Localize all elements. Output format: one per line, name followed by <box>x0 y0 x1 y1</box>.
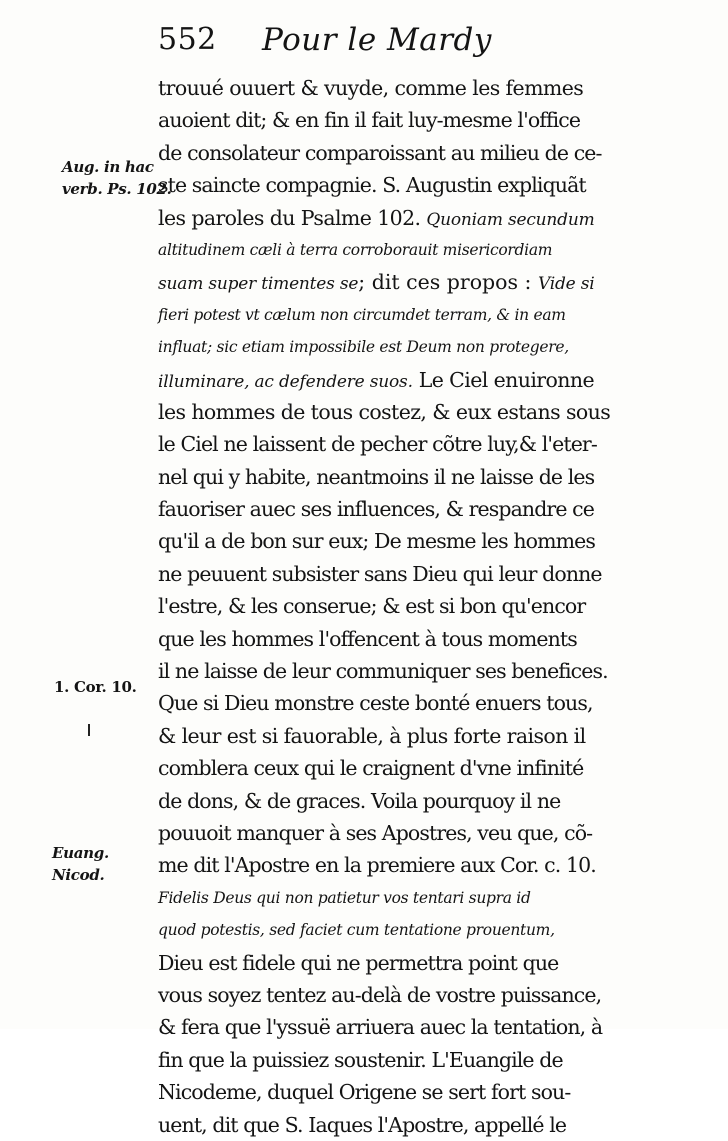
text-line-latin: altitudinem cæli à terra corroborauit misericordiam <box>158 240 553 259</box>
text-roman: ; dit ces propos : <box>358 270 538 295</box>
text-line: il ne laisse de leur communiquer ses benefices. <box>158 659 608 684</box>
text-latin: Vide si <box>537 274 595 295</box>
margin-note-augustine <box>62 156 172 200</box>
margin-note-line: verb. Ps. 102. <box>62 180 172 198</box>
text-latin: suam super timentes se <box>158 274 359 295</box>
page-number: 552 <box>158 22 217 57</box>
text-line: & leur est si fauorable, à plus forte raison il <box>158 723 586 748</box>
margin-note-corinthians: 1. Cor. 10. <box>54 678 137 696</box>
text-line <box>158 364 594 396</box>
text-line: qu'il a de bon sur eux; De mesme les hommes <box>158 529 596 554</box>
text-line: que les hommes l'offencent à tous moments <box>158 626 577 651</box>
text-line: le Ciel ne laissent de pecher cõtre luy,& l'eter- <box>158 432 597 457</box>
text-line: comblera ceux qui le craignent d'vne infinité <box>158 756 584 781</box>
text-latin: Quoniam secundum <box>426 209 595 230</box>
text-line: Nicodeme, duquel Origene se sert fort sou- <box>158 1080 571 1105</box>
body-text <box>158 72 611 1141</box>
text-line: les hommes de tous costez, & eux estans sous <box>158 399 611 424</box>
text-line: Dieu est fidele qui ne permettra point que <box>158 950 559 975</box>
text-line: vous soyez tentez au-delà de vostre puissance, <box>158 982 602 1007</box>
text-line: nel qui y habite, neantmoins il ne laisse de les <box>158 464 595 489</box>
text-line: fauoriser auec ses influences, & respandre ce <box>158 497 594 522</box>
text-line: auoient dit; & en fin il fait luy-mesme l'office <box>158 108 581 133</box>
text-line: de consolateur comparoissant au milieu de ce- <box>158 140 602 165</box>
text-line: Que si Dieu monstre ceste bonté enuers tous, <box>158 691 593 716</box>
text-line: l'estre, & les conserue; & est si bon qu'encor <box>158 594 586 619</box>
text-line-latin: Fidelis Deus qui non patietur vos tentari supra id <box>158 888 531 907</box>
margin-note-line: Euang. <box>52 844 109 862</box>
text-latin: illuminare, ac defendere suos. <box>158 371 413 392</box>
text-line <box>158 266 595 298</box>
text-line: pouuoit manquer à ses Apostres, veu que, cõ- <box>158 820 593 845</box>
text-line: & fera que l'yssuë arriuera auec la tentation, à <box>158 1015 603 1040</box>
text-roman: Le Ciel enuironne <box>412 367 594 392</box>
margin-mark <box>88 724 90 736</box>
text-line: ste saincte compagnie. S. Augustin expliquãt <box>158 173 586 198</box>
margin-note-line: Nicod. <box>52 866 105 884</box>
text-line-latin: quod potestis, sed faciet cum tentatione prouentum, <box>158 921 555 940</box>
running-title: Pour le Mardy <box>262 22 492 58</box>
text-line-latin: fieri potest vt cælum non circumdet terram, & in eam <box>158 305 566 324</box>
margin-note-nicodemus <box>52 842 109 886</box>
text-line <box>158 202 595 234</box>
text-line: ne peuuent subsister sans Dieu qui leur donne <box>158 561 602 586</box>
text-line: trouué ouuert & vuyde, comme les femmes <box>158 76 584 100</box>
text-line: de dons, & de graces. Voila pourquoy il ne <box>158 788 561 813</box>
text-line: fin que la puissiez soustenir. L'Euangile de <box>158 1047 563 1072</box>
text-line-latin: influat; sic etiam impossibile est Deum non protegere, <box>158 338 569 357</box>
text-line: uent, dit que S. Iaques l'Apostre, appellé le <box>158 1112 567 1137</box>
margin-note-line: Aug. in hac <box>62 158 154 176</box>
text-roman: les paroles du Psalme 102. <box>158 205 427 230</box>
text-line: me dit l'Apostre en la premiere aux Cor. c. 10. <box>158 853 596 878</box>
